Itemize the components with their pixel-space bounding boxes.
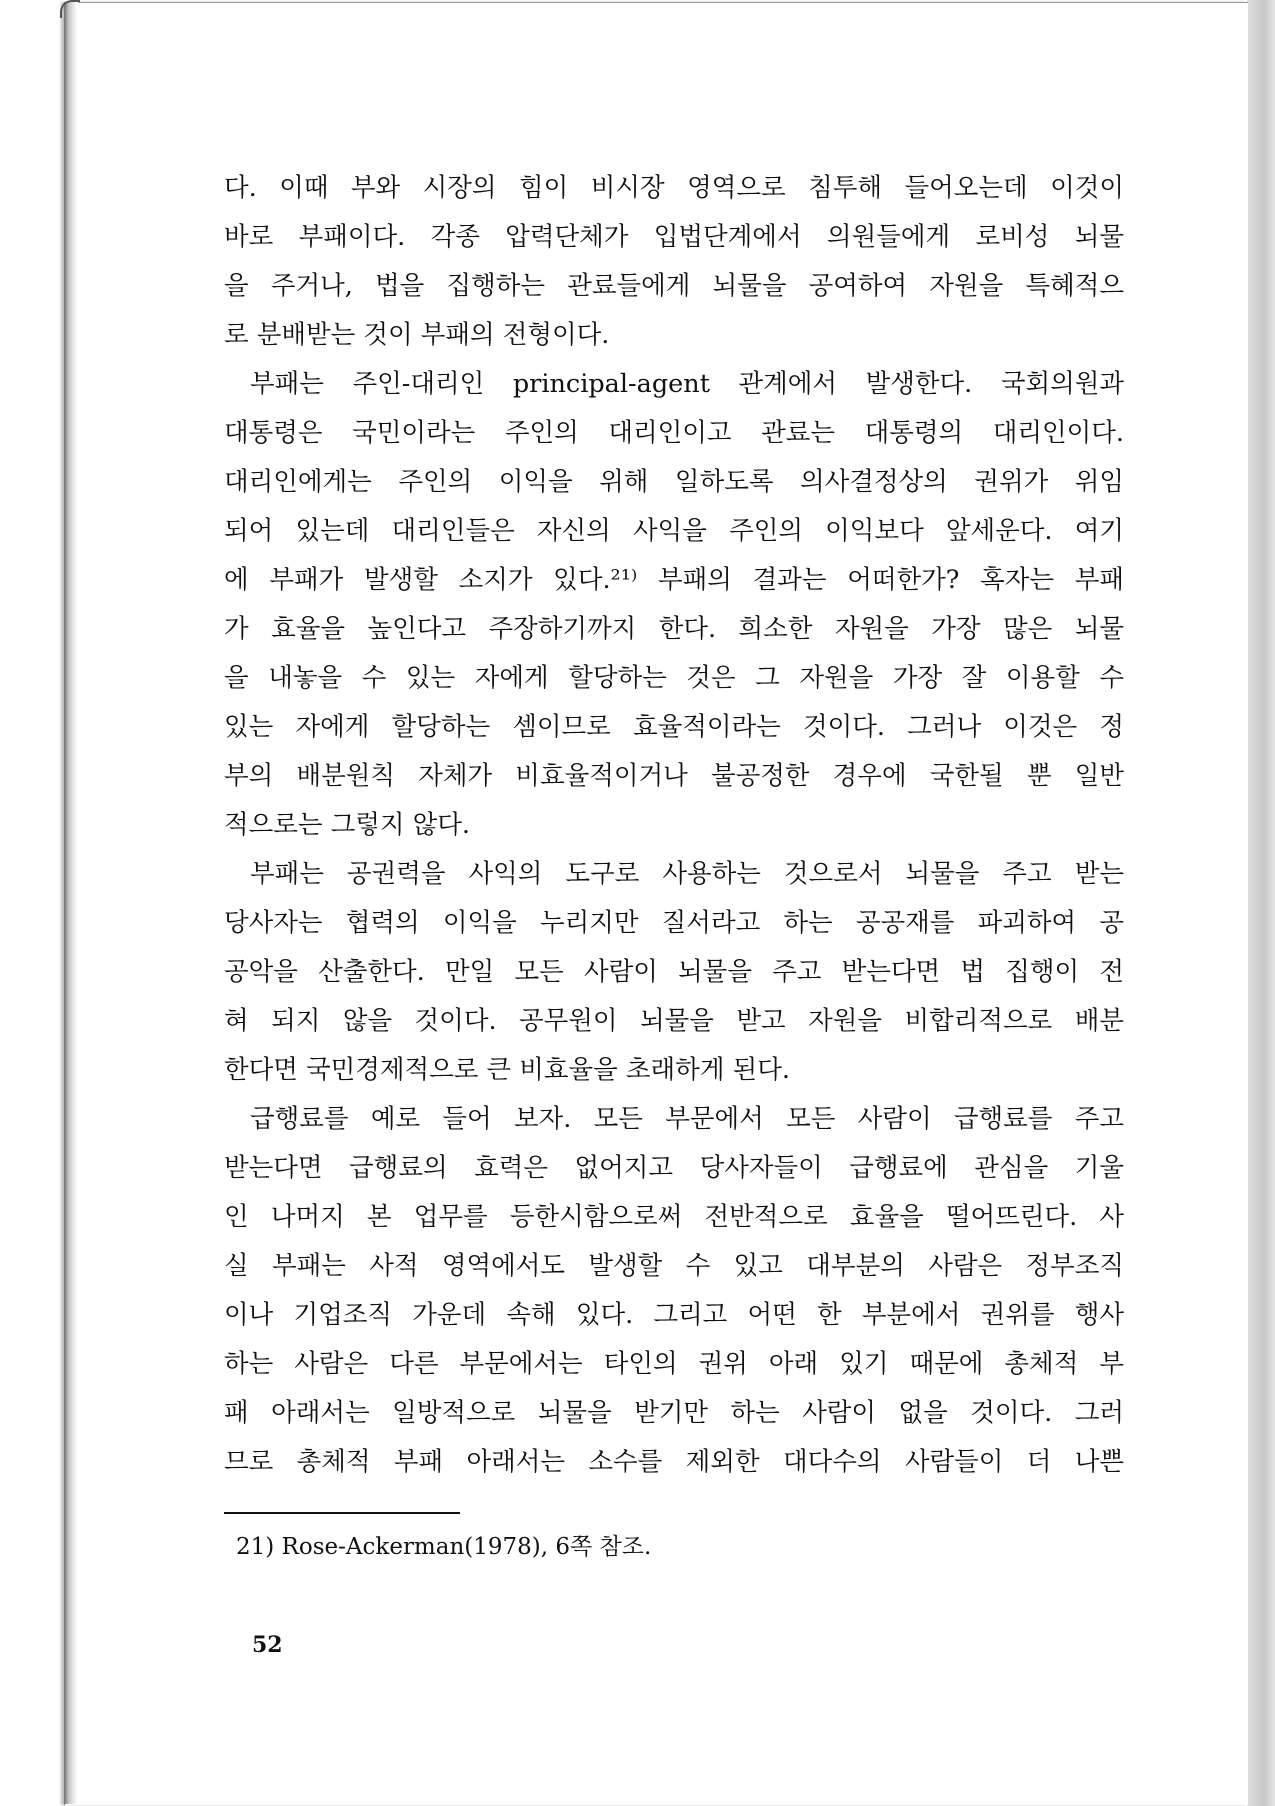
paragraph (224, 1095, 1124, 1487)
paragraph (224, 164, 1124, 360)
page-fold-shadow (64, 2, 78, 1804)
page-corner (60, 0, 80, 18)
text-line: 다. 이때 부와 시장의 힘이 비시장 영역으로 침투해 들어오는데 이것이 (224, 173, 1124, 203)
text-line: 혀 되지 않을 것이다. 공무원이 뇌물을 받고 자원을 비합리적으로 배분 (224, 1006, 1124, 1036)
text-line: 대리인에게는 주인의 이익을 위해 일하도록 의사결정상의 권위가 위임 (224, 467, 1124, 497)
scroll-gutter[interactable] (1247, 0, 1275, 1806)
text-line: 한다면 국민경제적으로 큰 비효율을 초래하게 된다. (224, 1055, 790, 1085)
text-line: 바로 부패이다. 각종 압력단체가 입법단계에서 의원들에게 로비성 뇌물 (224, 222, 1124, 252)
text-line: 받는다면 급행료의 효력은 없어지고 당사자들이 급행료에 관심을 기울 (224, 1153, 1124, 1183)
text-line: 당사자는 협력의 이익을 누리지만 질서라고 하는 공공재를 파괴하여 공 (224, 908, 1124, 938)
text-line: 가 효율을 높인다고 주장하기까지 한다. 희소한 자원을 가장 많은 뇌물 (224, 614, 1124, 644)
text-line: 므로 총체적 부패 아래서는 소수를 제외한 대다수의 사람들이 더 나쁜 (224, 1447, 1124, 1477)
paragraph (224, 850, 1124, 1095)
paragraph (224, 360, 1124, 850)
text-line: 되어 있는데 대리인들은 자신의 사익을 주인의 이익보다 앞세운다. 여기 (224, 516, 1124, 546)
text-line: 급행료를 예로 들어 보자. 모든 부문에서 모든 사람이 급행료를 주고 (250, 1104, 1124, 1134)
text-line: 이나 기업조직 가운데 속해 있다. 그리고 어떤 한 부분에서 권위를 행사 (224, 1300, 1124, 1330)
text-line: 인 나머지 본 업무를 등한시함으로써 전반적으로 효율을 떨어뜨린다. 사 (224, 1202, 1124, 1232)
text-line: 부패는 공권력을 사익의 도구로 사용하는 것으로서 뇌물을 주고 받는 (250, 859, 1124, 889)
footnote: 21) Rose-Ackerman(1978), 6쪽 참조. (236, 1534, 652, 1560)
footnote-divider (224, 1512, 460, 1514)
text-line: 적으로는 그렇지 않다. (224, 810, 471, 840)
text-line: 실 부패는 사적 영역에서도 발생할 수 있고 대부분의 사람은 정부조직 (224, 1251, 1124, 1281)
text-line: 패 아래서는 일방적으로 뇌물을 받기만 하는 사람이 없을 것이다. 그러 (224, 1398, 1124, 1428)
text-line: 공악을 산출한다. 만일 모든 사람이 뇌물을 주고 받는다면 법 집행이 전 (224, 957, 1124, 987)
text-line: 있는 자에게 할당하는 셈이므로 효율적이라는 것이다. 그러나 이것은 정 (224, 712, 1124, 742)
body-text (224, 164, 1124, 1487)
page-number: 52 (252, 1632, 283, 1658)
text-line: 에 부패가 발생할 소지가 있다.²¹⁾ 부패의 결과는 어떠한가? 혹자는 부패 (224, 565, 1124, 595)
text-line: 을 주거나, 법을 집행하는 관료들에게 뇌물을 공여하여 자원을 특혜적으 (224, 271, 1124, 301)
text-line: 대통령은 국민이라는 주인의 대리인이고 관료는 대통령의 대리인이다. (224, 418, 1124, 448)
text-line: 부패는 주인-대리인 principal-agent 관계에서 발생한다. 국회의원과 (250, 369, 1124, 399)
text-line: 하는 사람은 다른 부문에서는 타인의 권위 아래 있기 때문에 총체적 부 (224, 1349, 1124, 1379)
text-line: 부의 배분원칙 자체가 비효율적이거나 불공정한 경우에 국한될 뿐 일반 (224, 761, 1124, 791)
text-line: 로 분배받는 것이 부패의 전형이다. (224, 320, 610, 350)
text-line: 을 내놓을 수 있는 자에게 할당하는 것은 그 자원을 가장 잘 이용할 수 (224, 663, 1124, 693)
